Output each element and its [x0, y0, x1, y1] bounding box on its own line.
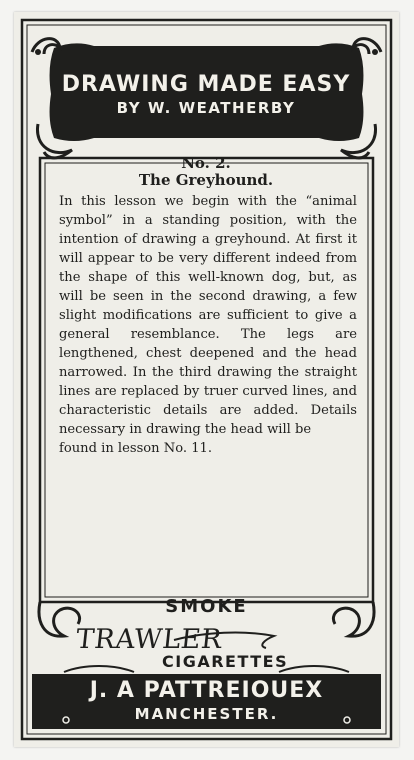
- maker-banner: [34, 674, 379, 729]
- lesson-body-text: In this lesson we begin with the “animal symbol” in a standing position, with the intention of drawing a greyhound. At first it will appear to be very different indeed from the shape of this well-known dog, but, as will be seen in the second drawing, a few slight modifications are sufficient to give a general resemblance. The legs are lengthened, chest deepened and the head narrowed. In the third drawing the straight lines are replaced by truer curved lines, and characteristic details are added. Details necessary in drawing the head will be: [59, 194, 357, 437]
- maker-city: MANCHESTER.: [134, 705, 279, 723]
- product-name: CIGARETTES: [162, 652, 289, 671]
- author-byline: BY W. WEATHERBY: [116, 99, 296, 117]
- lesson-body: [59, 192, 357, 458]
- advert-smoke: SMOKE: [165, 596, 248, 617]
- cigarette-card: [14, 12, 399, 747]
- lesson-number: No. 2.: [181, 154, 231, 172]
- lesson-title: The Greyhound.: [138, 171, 274, 189]
- series-title: DRAWING MADE EASY: [61, 72, 351, 97]
- brand-name: TRAWLER: [74, 624, 224, 655]
- card-header: [52, 54, 360, 136]
- maker-name: J. A PATTREIOUEX: [89, 678, 324, 703]
- lesson-body-last-line: found in lesson No. 11.: [59, 441, 213, 456]
